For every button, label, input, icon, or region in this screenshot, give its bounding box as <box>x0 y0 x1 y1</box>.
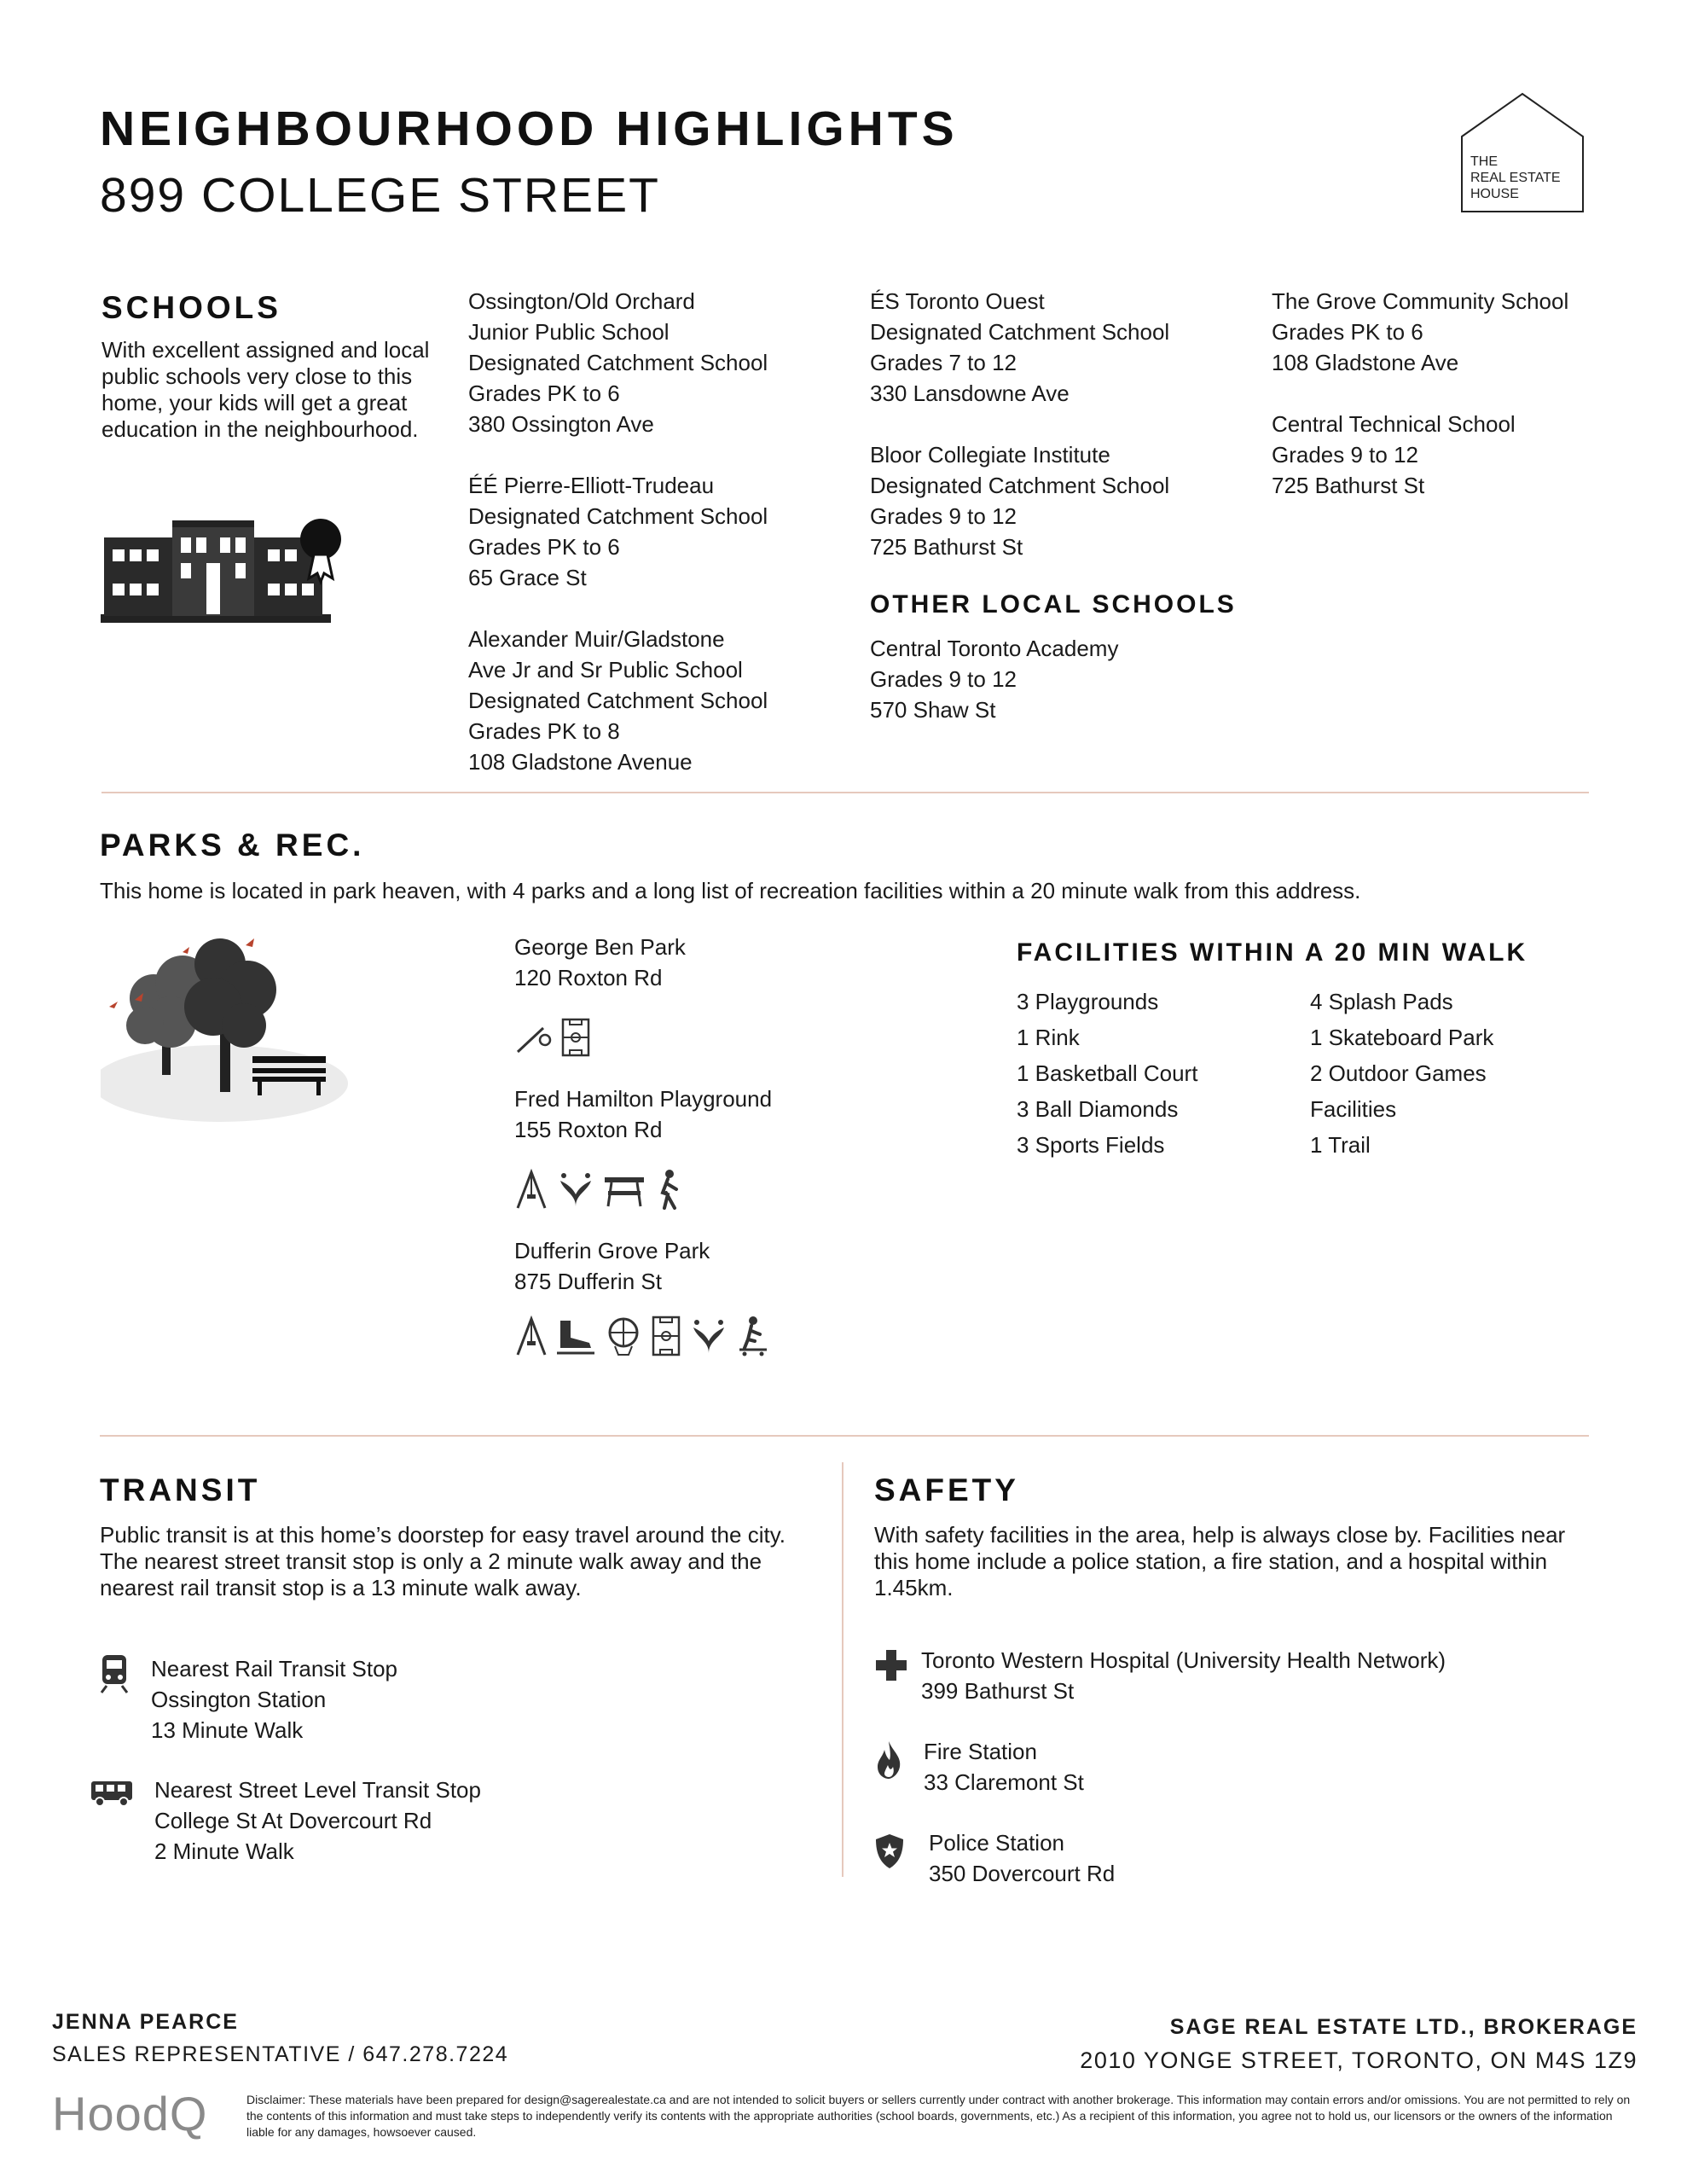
transit-stop-walk: 2 Minute Walk <box>154 1838 294 1864</box>
splash-pad-icon <box>688 1316 729 1356</box>
other-schools-heading: OTHER LOCAL SCHOOLS <box>870 590 1237 619</box>
facility-item: 3 Sports Fields <box>1017 1132 1165 1158</box>
page-address: 899 COLLEGE STREET <box>100 168 660 223</box>
disclaimer: Disclaimer: These materials have been prepared for design@sagerealestate.ca and are not intended to solicit buyers or sellers currently under contract with another brokerage. This information may contain errors and/or omissions. You are not permitted to rely on the contents of this information and must take steps to independently verify its contents with the appropriate authorities (school boards, governments, etc.) As a recipient of this information, you agree not to hold us, our licensors or the owners of the information liable for any damages, howsoever caused. <box>246 2093 1631 2139</box>
parks-description: This home is located in park heaven, with 4 parks and a long list of recreation facilities within a 20 minute walk from this address. <box>100 878 1361 903</box>
facility-item: 1 Rink <box>1017 1025 1080 1050</box>
sports-field-icon <box>560 1018 591 1057</box>
park-entry <box>514 932 686 993</box>
school-entry: Alexander Muir/Gladstone Ave Jr and Sr Public School Designated Catchment School Grades PK to 8 108 Gladstone Avenue <box>468 626 768 775</box>
park-amenity-icons <box>514 1169 683 1210</box>
safety-address: 350 Dovercourt Rd <box>929 1861 1116 1886</box>
facility-item: 3 Ball Diamonds <box>1017 1096 1179 1122</box>
baseball-icon <box>514 1018 554 1057</box>
school-entry: Ossington/Old Orchard Junior Public School Designated Catchment School Grades PK to 6 380 Ossington Ave <box>468 288 768 437</box>
park-amenity-icons <box>514 1316 770 1356</box>
school-entry: Bloor Collegiate Institute Designated Catchment School Grades 9 to 12 725 Bathurst St <box>870 442 1170 560</box>
sports-field-icon <box>651 1316 681 1356</box>
park-entry <box>514 1083 772 1145</box>
hoodq-logo[interactable]: HoodQ <box>52 2087 208 2140</box>
transit-stop-rail <box>100 1653 397 1745</box>
transit-stop-street <box>90 1774 481 1867</box>
park-address: 120 Roxton Rd <box>514 965 663 990</box>
logo-line: HOUSE <box>1470 187 1519 201</box>
trail-walker-icon <box>652 1169 683 1210</box>
skate-icon <box>555 1316 596 1356</box>
facility-item: 1 Basketball Court <box>1017 1060 1198 1086</box>
park-name: Dufferin Grove Park <box>514 1238 710 1263</box>
facility-item: 2 Outdoor Games <box>1310 1060 1487 1086</box>
park-address: 875 Dufferin St <box>514 1269 662 1294</box>
skateboard-icon <box>736 1316 770 1356</box>
school-entry: ÉS Toronto Ouest Designated Catchment School Grades 7 to 12 330 Lansdowne Ave <box>870 288 1170 406</box>
section-divider <box>100 1435 1589 1437</box>
facilities-heading: FACILITIES WITHIN A 20 MIN WALK <box>1017 938 1528 967</box>
safety-address: 33 Claremont St <box>924 1769 1084 1795</box>
transit-heading: TRANSIT <box>100 1472 261 1507</box>
park-address: 155 Roxton Rd <box>514 1117 663 1142</box>
school-entry: The Grove Community School Grades PK to 6 108 Gladstone Ave <box>1272 288 1569 375</box>
playground-icon <box>514 1316 548 1356</box>
page-title: NEIGHBOURHOOD HIGHLIGHTS <box>100 102 959 156</box>
schools-column-3 <box>1272 286 1568 501</box>
basketball-icon <box>603 1316 644 1356</box>
bus-icon <box>90 1778 134 1809</box>
schools-column-2 <box>870 286 1169 562</box>
school-entry: Central Technical School Grades 9 to 12 725 Bathurst St <box>1272 411 1516 498</box>
logo-line: REAL ESTATE <box>1470 171 1561 185</box>
safety-name: Fire Station <box>924 1739 1037 1764</box>
safety-address: 399 Bathurst St <box>921 1678 1075 1704</box>
safety-item-police <box>874 1827 1115 1889</box>
police-shield-icon <box>874 1833 905 1870</box>
schools-description: With excellent assigned and local public schools very close to this home, your kids will get a great education in the neighbourhood. <box>101 337 430 442</box>
transit-stop-name: College St At Dovercourt Rd <box>154 1808 432 1833</box>
safety-name: Toronto Western Hospital (University Health Network) <box>921 1647 1446 1673</box>
transit-description: Public transit is at this home’s doorstep for easy travel around the city. The nearest street transit stop is only a 2 minute walk away and the nearest rail transit stop is a 13 minute walk away. <box>100 1522 786 1600</box>
splash-pad-icon <box>555 1169 596 1210</box>
picnic-table-icon <box>603 1169 646 1210</box>
fire-icon <box>874 1740 903 1780</box>
facilities-column-2 <box>1310 984 1493 1163</box>
column-divider <box>842 1462 844 1877</box>
park-entry <box>514 1235 710 1297</box>
section-divider <box>101 792 1589 793</box>
real-estate-house-logo[interactable] <box>1460 92 1585 213</box>
park-name: Fred Hamilton Playground <box>514 1086 773 1112</box>
safety-name: Police Station <box>929 1830 1064 1856</box>
school-entry: ÉÉ Pierre-Elliott-Trudeau Designated Catchment School Grades PK to 6 65 Grace St <box>468 473 768 590</box>
facilities-column-1 <box>1017 984 1197 1163</box>
logo-line: THE <box>1470 154 1498 169</box>
schools-heading: SCHOOLS <box>101 290 281 325</box>
agent-title: SALES REPRESENTATIVE / 647.278.7224 <box>52 2042 509 2066</box>
transit-stop-name: Ossington Station <box>151 1687 327 1712</box>
hospital-cross-icon <box>874 1648 908 1682</box>
park-amenity-icons <box>514 1018 591 1057</box>
facility-item: 3 Playgrounds <box>1017 989 1159 1014</box>
agent-name: JENNA PEARCE <box>52 2010 239 2034</box>
park-trees-icon <box>101 930 357 1130</box>
school-building-icon <box>101 512 348 640</box>
train-icon <box>100 1653 129 1694</box>
playground-icon <box>514 1169 548 1210</box>
facility-item: 4 Splash Pads <box>1310 989 1453 1014</box>
safety-item-fire <box>874 1736 1084 1798</box>
brokerage-address: 2010 YONGE STREET, TORONTO, ON M4S 1Z9 <box>1080 2048 1638 2073</box>
transit-stop-label: Nearest Street Level Transit Stop <box>154 1777 481 1803</box>
facility-item: 1 Skateboard Park <box>1310 1025 1494 1050</box>
schools-column-1 <box>468 286 768 777</box>
safety-heading: SAFETY <box>874 1472 1019 1507</box>
safety-description: With safety facilities in the area, help is always close by. Facilities near this home include a police station, a fire station, and a hospital within 1.45km. <box>874 1522 1566 1600</box>
transit-stop-walk: 13 Minute Walk <box>151 1717 304 1743</box>
park-name: George Ben Park <box>514 934 686 960</box>
facility-item: 1 Trail <box>1310 1132 1371 1158</box>
transit-stop-label: Nearest Rail Transit Stop <box>151 1656 398 1682</box>
brokerage-name: SAGE REAL ESTATE LTD., BROKERAGE <box>1169 2015 1638 2039</box>
facility-item: Facilities <box>1310 1096 1397 1122</box>
safety-item-hospital <box>874 1645 1446 1706</box>
other-school-entry: Central Toronto Academy Grades 9 to 12 570 Shaw St <box>870 636 1119 723</box>
parks-heading: PARKS & REC. <box>100 828 365 863</box>
